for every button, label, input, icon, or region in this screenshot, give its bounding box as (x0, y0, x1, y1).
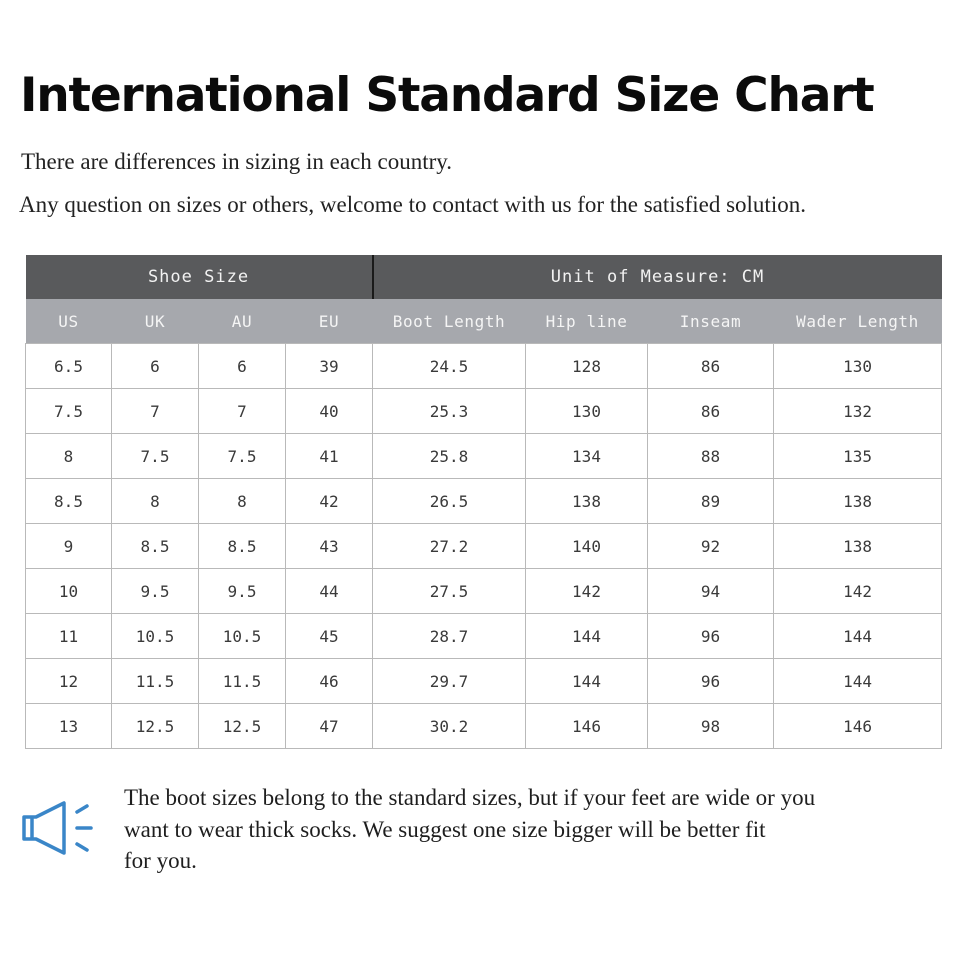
table-row (26, 704, 942, 749)
cell-au: 11.5 (199, 659, 286, 704)
column-header-us: US (26, 299, 112, 344)
table-row (26, 479, 942, 524)
cell-au: 8 (199, 479, 286, 524)
cell-au: 8.5 (199, 524, 286, 569)
cell-uk: 6 (112, 344, 199, 389)
sizing-advice-note (124, 782, 934, 877)
note-line: want to wear thick socks. We suggest one size bigger will be better fit (124, 816, 766, 842)
cell-hip-line: 128 (526, 344, 648, 389)
cell-wader-length: 132 (774, 389, 942, 434)
table-row (26, 344, 942, 389)
cell-us: 11 (26, 614, 112, 659)
cell-au: 10.5 (199, 614, 286, 659)
intro-line-contact: Any question on sizes or others, welcome to contact with us for the satisfied solution. (19, 192, 806, 217)
cell-inseam: 86 (648, 389, 774, 434)
column-header-wader-length: Wader Length (774, 299, 942, 344)
cell-au: 6 (199, 344, 286, 389)
cell-wader-length: 144 (774, 614, 942, 659)
cell-hip-line: 134 (526, 434, 648, 479)
cell-boot-length: 27.5 (373, 569, 526, 614)
cell-eu: 47 (286, 704, 373, 749)
cell-hip-line: 142 (526, 569, 648, 614)
cell-uk: 7.5 (112, 434, 199, 479)
cell-boot-length: 25.8 (373, 434, 526, 479)
cell-uk: 7 (112, 389, 199, 434)
cell-eu: 45 (286, 614, 373, 659)
cell-inseam: 89 (648, 479, 774, 524)
cell-uk: 10.5 (112, 614, 199, 659)
cell-wader-length: 135 (774, 434, 942, 479)
cell-au: 9.5 (199, 569, 286, 614)
cell-inseam: 88 (648, 434, 774, 479)
group-header-row (26, 255, 942, 299)
cell-eu: 40 (286, 389, 373, 434)
column-header-row (26, 299, 942, 344)
note-line: The boot sizes belong to the standard sizes, but if your feet are wide or you (124, 785, 816, 810)
page-title: International Standard Size Chart (20, 68, 874, 123)
group-header-shoe-size: Shoe Size (26, 255, 373, 299)
cell-inseam: 86 (648, 344, 774, 389)
table-row (26, 434, 942, 479)
cell-hip-line: 140 (526, 524, 648, 569)
cell-boot-length: 27.2 (373, 524, 526, 569)
table-row (26, 389, 942, 434)
cell-us: 13 (26, 704, 112, 749)
cell-inseam: 96 (648, 614, 774, 659)
cell-us: 10 (26, 569, 112, 614)
cell-eu: 42 (286, 479, 373, 524)
cell-eu: 39 (286, 344, 373, 389)
note-line: for you. (124, 848, 197, 873)
cell-hip-line: 146 (526, 704, 648, 749)
cell-boot-length: 28.7 (373, 614, 526, 659)
cell-wader-length: 142 (774, 569, 942, 614)
cell-hip-line: 130 (526, 389, 648, 434)
cell-uk: 9.5 (112, 569, 199, 614)
cell-boot-length: 30.2 (373, 704, 526, 749)
column-header-inseam: Inseam (648, 299, 774, 344)
table-row (26, 569, 942, 614)
cell-inseam: 98 (648, 704, 774, 749)
cell-boot-length: 26.5 (373, 479, 526, 524)
size-table-body (26, 344, 942, 749)
cell-eu: 41 (286, 434, 373, 479)
table-row (26, 659, 942, 704)
column-header-hip-line: Hip line (526, 299, 648, 344)
cell-au: 12.5 (199, 704, 286, 749)
cell-us: 7.5 (26, 389, 112, 434)
cell-uk: 8 (112, 479, 199, 524)
cell-uk: 8.5 (112, 524, 199, 569)
cell-inseam: 96 (648, 659, 774, 704)
size-chart-table (25, 255, 942, 749)
cell-boot-length: 24.5 (373, 344, 526, 389)
group-header-unit-of-measure: Unit of Measure: CM (373, 255, 942, 299)
column-header-au: AU (199, 299, 286, 344)
cell-us: 12 (26, 659, 112, 704)
cell-boot-length: 25.3 (373, 389, 526, 434)
table-row (26, 524, 942, 569)
cell-inseam: 92 (648, 524, 774, 569)
column-header-uk: UK (112, 299, 199, 344)
intro-line-sizing: There are differences in sizing in each country. (21, 149, 453, 174)
cell-us: 8.5 (26, 479, 112, 524)
cell-us: 6.5 (26, 344, 112, 389)
cell-eu: 44 (286, 569, 373, 614)
cell-boot-length: 29.7 (373, 659, 526, 704)
cell-au: 7.5 (199, 434, 286, 479)
cell-us: 9 (26, 524, 112, 569)
column-header-boot-length: Boot Length (373, 299, 526, 344)
cell-wader-length: 138 (774, 479, 942, 524)
cell-wader-length: 146 (774, 704, 942, 749)
cell-wader-length: 130 (774, 344, 942, 389)
cell-uk: 12.5 (112, 704, 199, 749)
cell-hip-line: 144 (526, 659, 648, 704)
cell-inseam: 94 (648, 569, 774, 614)
cell-hip-line: 144 (526, 614, 648, 659)
cell-eu: 46 (286, 659, 373, 704)
cell-uk: 11.5 (112, 659, 199, 704)
cell-hip-line: 138 (526, 479, 648, 524)
speaker-icon (20, 800, 96, 856)
cell-au: 7 (199, 389, 286, 434)
column-header-eu: EU (286, 299, 373, 344)
cell-wader-length: 144 (774, 659, 942, 704)
cell-us: 8 (26, 434, 112, 479)
cell-wader-length: 138 (774, 524, 942, 569)
table-row (26, 614, 942, 659)
cell-eu: 43 (286, 524, 373, 569)
